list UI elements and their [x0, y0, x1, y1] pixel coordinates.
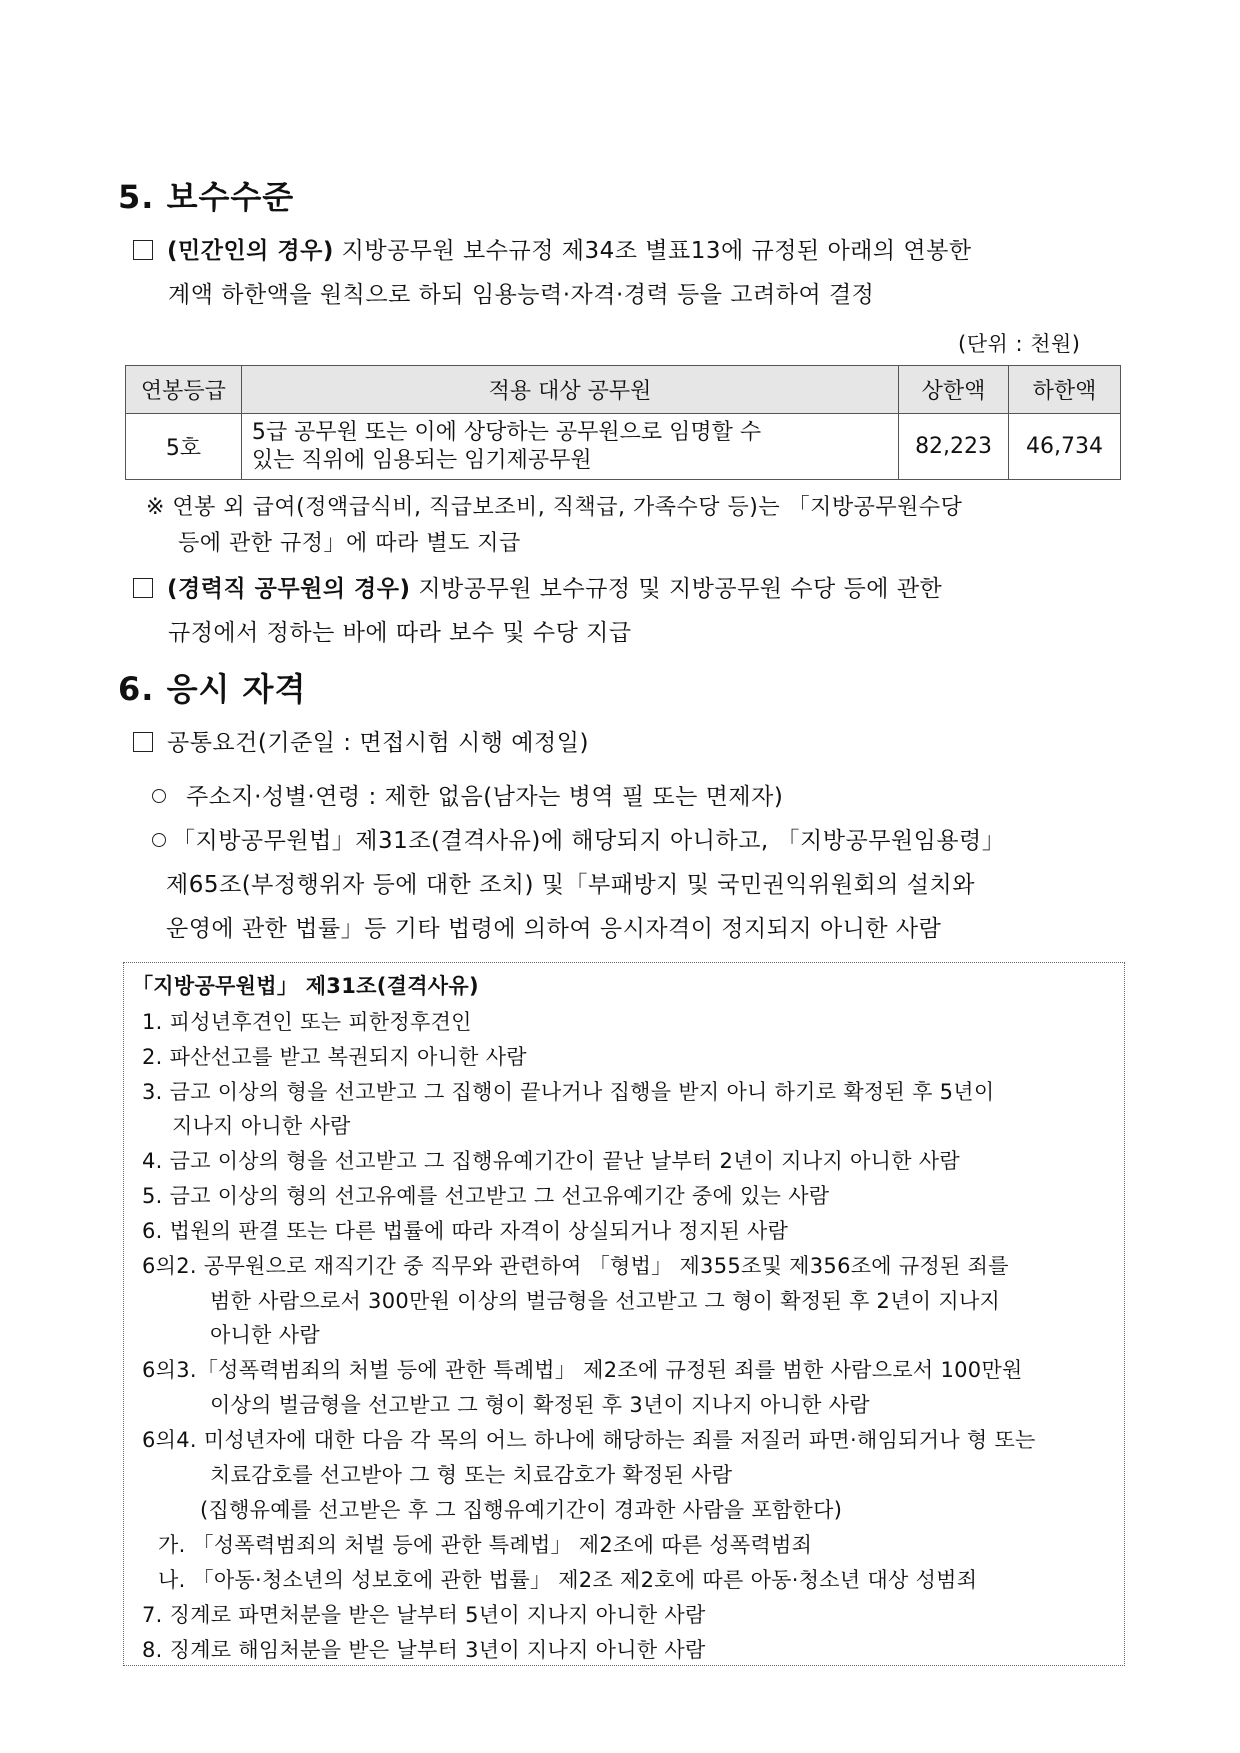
section-5-paragraph-2-line-2: 규정에서 정하는 바에 따라 보수 및 수당 지급 [168, 620, 632, 646]
section-6-paragraph-1 [133, 724, 589, 757]
bullet-2-line-1: 「지방공무원법」제31조(결격사유)에 해당되지 아니하고, 「지방공무원임용령」 [172, 828, 1006, 854]
law-item: 7. 징계로 파면처분을 받은 날부터 5년이 지나지 아니한 사람 [142, 1603, 706, 1627]
civilian-case-label: (민간인의 경우) [167, 238, 334, 264]
table-header-row [126, 366, 1121, 414]
checkbox-square-icon [133, 240, 153, 260]
salary-table [125, 365, 1121, 480]
law-item: 범한 사람으로서 300만원 이상의 벌금형을 선고받고 그 형이 확정된 후 2년이 지나지 [210, 1289, 1001, 1313]
law-box-title: 「지방공무원법」 제31조(결격사유) [132, 974, 479, 998]
law-item: 6의4. 미성년자에 대한 다음 각 목의 어느 하나에 해당하는 죄를 저질러 파면·해임되거나 형 또는 [142, 1428, 1036, 1452]
law-item: 6의2. 공무원으로 재직기간 중 직무와 관련하여 「형법」 제355조및 제356조에 규정된 죄를 [142, 1254, 1009, 1278]
law-item: 아니한 사람 [210, 1323, 320, 1347]
law-item: 지나지 아니한 사람 [172, 1114, 351, 1138]
section-5-paragraph-2 [133, 570, 942, 603]
law-item: 이상의 벌금형을 선고받고 그 형이 확정된 후 3년이 지나지 아니한 사람 [210, 1393, 870, 1417]
table-header: 상한액 [899, 366, 1009, 414]
law-item: 가. 「성폭력범죄의 처벌 등에 관한 특례법」 제2조에 따른 성폭력범죄 [158, 1533, 813, 1557]
unit-label: (단위 : 천원) [958, 332, 1081, 356]
table-header: 하한액 [1009, 366, 1121, 414]
law-item: 4. 금고 이상의 형을 선고받고 그 집행유예기간이 끝난 날부터 2년이 지나지 아니한 사람 [142, 1149, 960, 1173]
law-item: 2. 파산선고를 받고 복권되지 아니한 사람 [142, 1045, 527, 1069]
section-5-paragraph-1 [133, 232, 972, 265]
checkbox-square-icon [133, 578, 153, 598]
checkbox-square-icon [133, 732, 153, 752]
bullet-2-line-2: 제65조(부정행위자 등에 대한 조치) 및「부패방지 및 국민권익위원회의 설치와 [166, 872, 975, 898]
bullet-1-text: 주소지·성별·연령 : 제한 없음(남자는 병역 필 또는 면제자) [186, 784, 784, 810]
grade-cell: 5호 [126, 414, 242, 480]
law-item: 치료감호를 선고받아 그 형 또는 치료감호가 확정된 사람 [210, 1463, 733, 1487]
law-item: 6의3.「성폭력범죄의 처벌 등에 관한 특례법」 제2조에 규정된 죄를 범한 사람으로서 100만원 [142, 1358, 1023, 1382]
law-item: 3. 금고 이상의 형을 선고받고 그 집행이 끝나거나 집행을 받지 아니 하기로 확정된 후 5년이 [142, 1080, 995, 1104]
table-header: 연봉등급 [126, 366, 242, 414]
law-item: 8. 징계로 해임처분을 받은 날부터 3년이 지나지 아니한 사람 [142, 1638, 706, 1662]
section-6-title: 6. 응시 자격 [118, 670, 307, 708]
law-item: (집행유예를 선고받은 후 그 집행유예기간이 경과한 사람을 포함한다) [200, 1498, 843, 1522]
law-item: 6. 법원의 판결 또는 다른 법률에 따라 자격이 상실되거나 정지된 사람 [142, 1219, 789, 1243]
law-item: 5. 금고 이상의 형의 선고유예를 선고받고 그 선고유예기간 중에 있는 사람 [142, 1184, 830, 1208]
section-5-paragraph-1-line-2: 계액 하한액을 원칙으로 하되 임용능력·자격·경력 등을 고려하여 결정 [168, 282, 875, 308]
career-case-text: 지방공무원 보수규정 및 지방공무원 수당 등에 관한 [410, 576, 943, 602]
bullet-1 [152, 778, 783, 811]
upper-limit-cell: 82,223 [899, 414, 1009, 480]
table-row [126, 414, 1121, 480]
law-item: 1. 피성년후견인 또는 피한정후견인 [142, 1010, 472, 1034]
lower-limit-cell: 46,734 [1009, 414, 1121, 480]
bullet-2 [152, 822, 1005, 855]
note-line-2: 등에 관한 규정」에 따라 별도 지급 [178, 531, 521, 556]
civilian-case-text: 지방공무원 보수규정 제34조 별표13에 규정된 아래의 연봉한 [333, 238, 972, 264]
law-item: 나. 「아동·청소년의 성보호에 관한 법률」 제2조 제2호에 따른 아동·청소년 대상 성범죄 [158, 1568, 978, 1592]
target-cell: 5급 공무원 또는 이에 상당하는 공무원으로 임명할 수 있는 직위에 임용되는 임기제공무원 [241, 414, 898, 480]
bullet-circle-icon [152, 789, 166, 803]
common-requirements-text: 공통요건(기준일 : 면접시험 시행 예정일) [167, 730, 589, 756]
note-line-1: ※ 연봉 외 급여(정액급식비, 직급보조비, 직책급, 가족수당 등)는 「지방공무원수당 [146, 495, 963, 520]
bullet-circle-icon [152, 833, 166, 847]
section-5-title: 5. 보수수준 [118, 178, 295, 216]
career-case-label: (경력직 공무원의 경우) [167, 576, 411, 602]
bullet-2-line-3: 운영에 관한 법률」등 기타 법령에 의하여 응시자격이 정지되지 아니한 사람 [166, 916, 942, 942]
table-header: 적용 대상 공무원 [241, 366, 898, 414]
